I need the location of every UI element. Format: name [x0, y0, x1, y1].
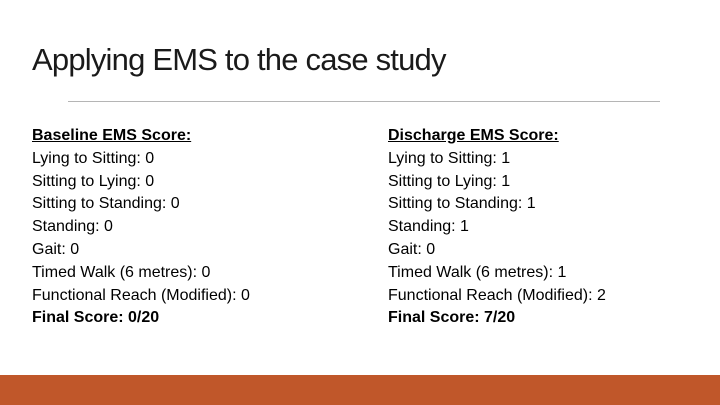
baseline-heading: Baseline EMS Score: — [32, 127, 192, 144]
discharge-item-gait: Gait: 0 — [388, 240, 436, 258]
discharge-item-sitting-to-standing: Sitting to Standing: 1 — [388, 195, 536, 213]
baseline-final-score: Final Score: 0/20 — [32, 309, 160, 327]
discharge-item-lying-to-sitting: Lying to Sitting: 1 — [388, 149, 511, 167]
baseline-item-sitting-to-standing: Sitting to Standing: 0 — [32, 195, 180, 213]
baseline-item-functional-reach: Functional Reach (Modified): 0 — [32, 286, 250, 304]
discharge-final-score: Final Score: 7/20 — [388, 309, 516, 327]
footer-band — [0, 375, 720, 405]
discharge-item-sitting-to-lying: Sitting to Lying: 1 — [388, 172, 511, 190]
discharge-item-standing: Standing: 1 — [388, 218, 469, 236]
title-divider — [68, 101, 660, 102]
baseline-item-timed-walk: Timed Walk (6 metres): 0 — [32, 263, 211, 281]
baseline-score-column — [32, 125, 352, 330]
baseline-item-sitting-to-lying: Sitting to Lying: 0 — [32, 172, 155, 190]
baseline-item-standing: Standing: 0 — [32, 218, 113, 236]
slide-title: Applying EMS to the case study — [32, 42, 446, 77]
baseline-item-gait: Gait: 0 — [32, 240, 80, 258]
baseline-item-lying-to-sitting: Lying to Sitting: 0 — [32, 149, 155, 167]
discharge-item-timed-walk: Timed Walk (6 metres): 1 — [388, 263, 567, 281]
discharge-score-column — [388, 125, 708, 330]
discharge-heading: Discharge EMS Score: — [388, 127, 559, 144]
discharge-item-functional-reach: Functional Reach (Modified): 2 — [388, 286, 606, 304]
